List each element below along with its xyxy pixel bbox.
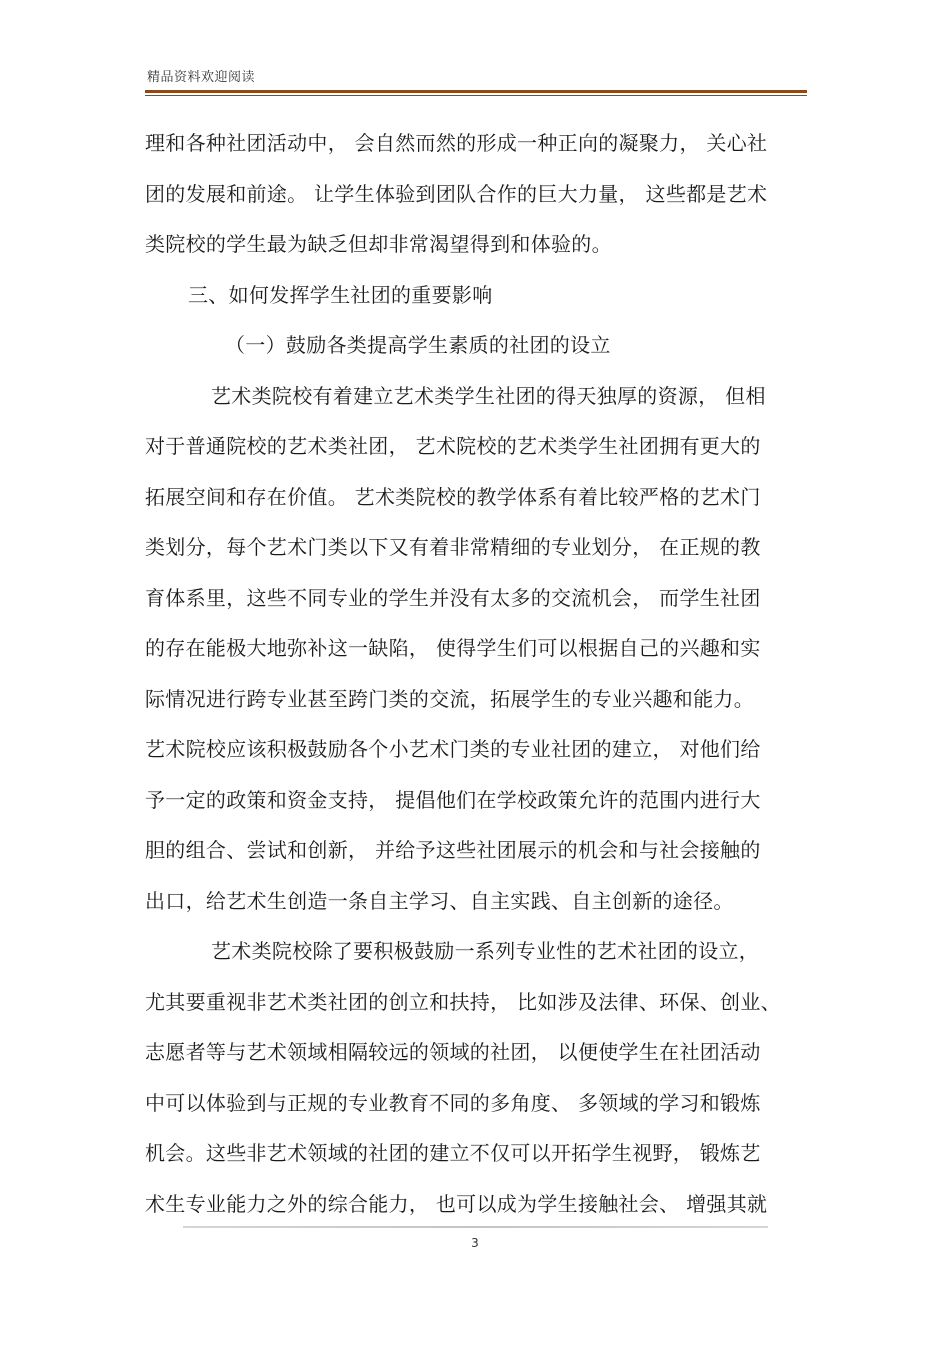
body-line: 出口，给艺术生创造一条自主学习、自主实践、自主创新的途径。 xyxy=(145,888,734,913)
body-line: 机会。这些非艺术领域的社团的建立不仅可以开拓学生视野， 锻炼艺 xyxy=(145,1141,761,1165)
body-line: 的存在能极大地弥补这一缺陷， 使得学生们可以根据自己的兴趣和实 xyxy=(145,636,761,660)
body-line: 类院校的学生最为缺乏但却非常渴望得到和体验的。 xyxy=(145,232,612,256)
footer-divider xyxy=(183,1226,768,1228)
body-line: 术生专业能力之外的综合能力， 也可以成为学生接触社会、 增强其就 xyxy=(145,1191,768,1216)
body-line: 艺术类院校有着建立艺术类学生社团的得天独厚的资源， 但相 xyxy=(211,383,766,408)
subsection-heading: （一）鼓励各类提高学生素质的社团的设立 xyxy=(225,333,611,357)
body-line: 志愿者等与艺术领域相隔较远的领域的社团， 以便使学生在社团活动 xyxy=(145,1040,761,1064)
body-line: 胆的组合、尝试和创新， 并给予这些社团展示的机会和与社会接触的 xyxy=(145,838,761,862)
body-line: 育体系里，这些不同专业的学生并没有太多的交流机会， 而学生社团 xyxy=(145,585,761,610)
body-line: 艺术类院校除了要积极鼓励一系列专业性的艺术社团的设立， xyxy=(211,939,760,963)
document-body xyxy=(145,118,810,1229)
body-line: 尤其要重视非艺术类社团的创立和扶持， 比如涉及法律、环保、创业、 xyxy=(145,989,781,1014)
body-line: 对于普通院校的艺术类社团， 艺术院校的艺术类学生社团拥有更大的 xyxy=(145,434,761,458)
body-line: 予一定的政策和资金支持， 提倡他们在学校政策允许的范围内进行大 xyxy=(145,787,761,812)
header-divider-thick xyxy=(145,90,807,93)
body-line: 艺术院校应该积极鼓励各个小艺术门类的专业社团的建立， 对他们给 xyxy=(145,737,761,761)
body-line: 团的发展和前途。 让学生体验到团队合作的巨大力量， 这些都是艺术 xyxy=(145,181,768,206)
body-line: 际情况进行跨专业甚至跨门类的交流，拓展学生的专业兴趣和能力。 xyxy=(145,686,754,711)
page-header-text: 精品资料欢迎阅读 xyxy=(147,70,256,85)
header-divider-thin xyxy=(145,95,807,96)
body-line: 拓展空间和存在价值。 艺术类院校的教学体系有着比较严格的艺术门 xyxy=(145,484,761,509)
page-number: 3 xyxy=(471,1236,479,1250)
body-line: 类划分，每个艺术门类以下又有着非常精细的专业划分， 在正规的教 xyxy=(145,535,761,559)
body-line: 理和各种社团活动中， 会自然而然的形成一种正向的凝聚力， 关心社 xyxy=(145,131,768,155)
body-line: 中可以体验到与正规的专业教育不同的多角度、 多领域的学习和锻炼 xyxy=(145,1090,761,1115)
section-heading: 三、如何发挥学生社团的重要影响 xyxy=(188,282,493,307)
